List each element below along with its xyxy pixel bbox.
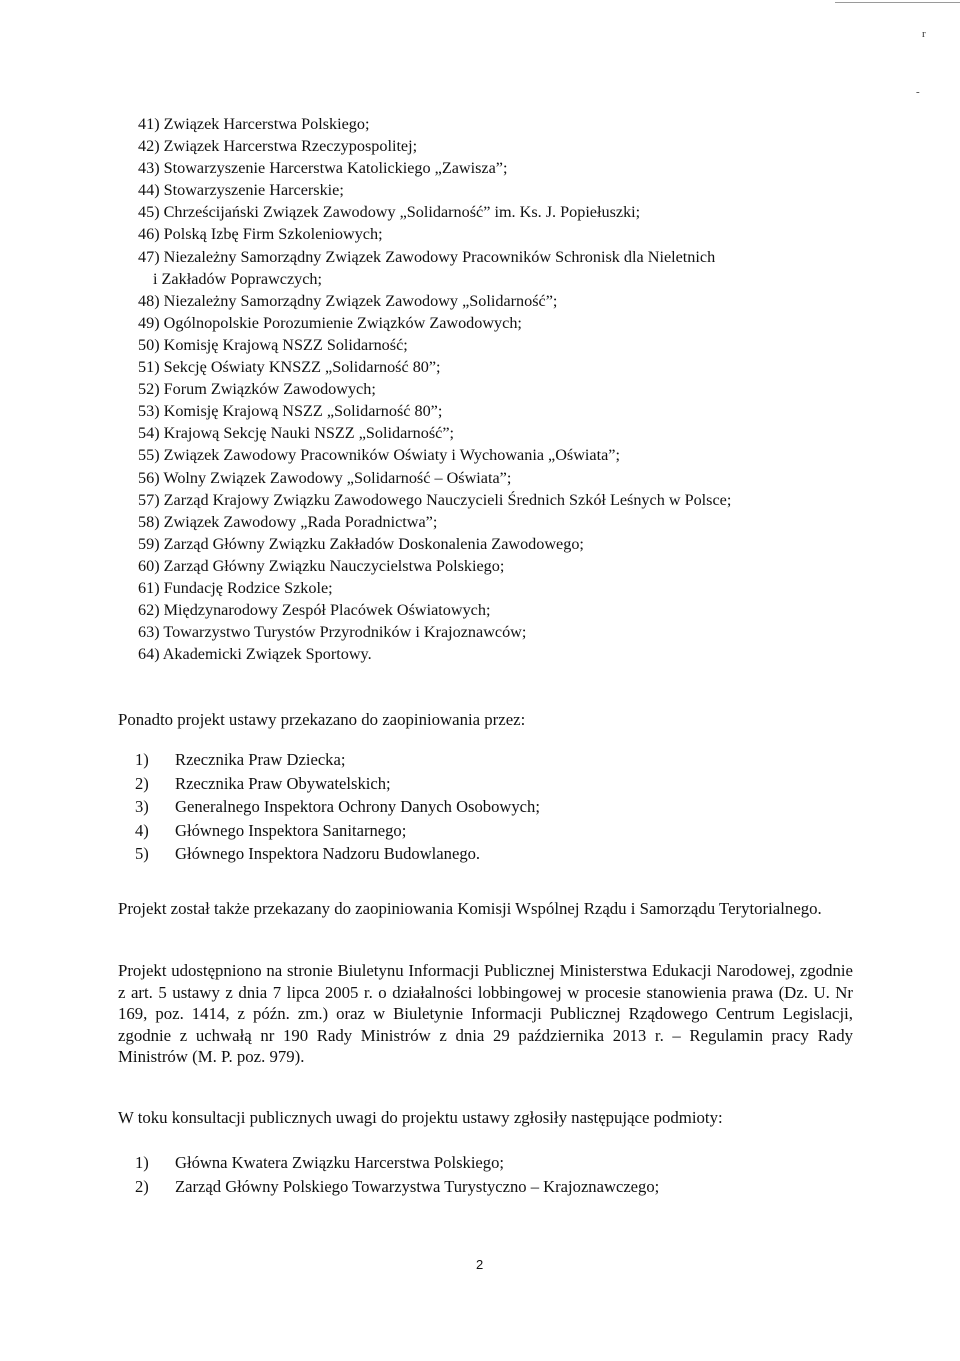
list-item-number: 4)	[135, 820, 149, 840]
list-item	[135, 1175, 659, 1199]
scan-mark: r	[922, 28, 926, 40]
bulletin-paragraph: Projekt udostępniono na stronie Biuletynu Informacji Publicznej Ministerstwa Edukacji Narodowej, zgodnie z art. 5 ustawy z dnia 7 lipca 2005 r. o działalności lobbingowej w procesie stanowienia prawa (Dz. U. Nr 169, poz. 1414, z późn. zm.) oraz w Biuletynie Informacji Publicznej Rządowego Centrum Legislacji, zgodnie z uchwałą nr 190 Rady Ministrów z dnia 29 października 2013 r. – Regulamin pracy Rady Ministrów (M. P. poz. 979).	[118, 961, 853, 1066]
list-item	[138, 334, 898, 356]
list-item-line: 44) Stowarzyszenie Harcerskie;	[138, 181, 344, 200]
list-item	[138, 577, 898, 599]
list-item-line: 54) Krajową Sekcję Nauki NSZZ „Solidarność”;	[138, 424, 455, 443]
list-item	[135, 1151, 659, 1175]
list-item-line: 48) Niezależny Samorządny Związek Zawodowy „Solidarność”;	[138, 291, 558, 310]
list-item-line: 63) Towarzystwo Turystów Przyrodników i Krajoznawców;	[138, 623, 527, 642]
list-item	[138, 201, 898, 223]
list-item-line: 41) Związek Harcerstwa Polskiego;	[138, 115, 370, 133]
list-item-text: Rzecznika Praw Dziecka;	[175, 750, 346, 769]
list-item-number: 1)	[135, 1153, 149, 1172]
list-item	[138, 422, 898, 444]
scan-mark: -	[916, 86, 920, 98]
list-item-line: 42) Związek Harcerstwa Rzeczypospolitej;	[138, 137, 418, 156]
list-item-number: 2)	[135, 773, 149, 793]
list-item	[138, 356, 898, 378]
list-item	[138, 467, 898, 489]
list-item-text: Głównego Inspektora Nadzoru Budowlanego.	[175, 844, 481, 863]
list-item-text: Główna Kwatera Związku Harcerstwa Polskiego;	[175, 1153, 504, 1172]
consultation-list	[135, 1151, 659, 1198]
list-item-line: 59) Zarząd Główny Związku Zakładów Doskonalenia Zawodowego;	[138, 534, 584, 553]
opinion-intro: Ponadto projekt ustawy przekazano do zaopiniowania przez:	[118, 710, 526, 729]
list-item-line: 64) Akademicki Związek Sportowy.	[138, 645, 372, 664]
consultation-paragraph: W toku konsultacji publicznych uwagi do projektu ustawy zgłosiły następujące podmioty:	[118, 1108, 723, 1127]
list-item	[135, 748, 540, 772]
list-item-line: 45) Chrześcijański Związek Zawodowy „Solidarność” im. Ks. J. Popiełuszki;	[138, 203, 641, 222]
list-item-text: Generalnego Inspektora Ochrony Danych Osobowych;	[175, 797, 540, 816]
list-item	[135, 842, 540, 866]
list-item	[138, 555, 898, 577]
list-item-line: 57) Zarząd Krajowy Związku Zawodowego Nauczycieli Średnich Szkół Leśnych w Polsce;	[138, 490, 732, 509]
list-item	[138, 643, 898, 665]
list-item-line: i Zakładów Poprawczych;	[153, 269, 323, 288]
list-item-line: 55) Związek Zawodowy Pracowników Oświaty i Wychowania „Oświata”;	[138, 446, 620, 465]
list-item	[138, 621, 898, 643]
list-item	[138, 400, 898, 422]
list-item	[138, 444, 898, 466]
list-item	[138, 599, 898, 621]
list-item	[135, 819, 540, 843]
list-item	[138, 157, 898, 179]
list-item-text: Rzecznika Praw Obywatelskich;	[175, 773, 391, 793]
scan-edge-line	[835, 2, 960, 3]
list-item	[138, 135, 898, 157]
list-item	[135, 795, 540, 819]
list-item	[138, 533, 898, 555]
list-item-number: 1)	[135, 750, 149, 769]
list-item-line: 46) Polską Izbę Firm Szkoleniowych;	[138, 225, 383, 244]
organizations-list	[138, 113, 898, 665]
list-item	[138, 246, 898, 290]
list-item-line: 56) Wolny Związek Zawodowy „Solidarność – Oświata”;	[138, 468, 512, 487]
list-item-line: 52) Forum Związków Zawodowych;	[138, 380, 376, 399]
list-item	[138, 378, 898, 400]
list-item	[138, 511, 898, 533]
list-item-line: 60) Zarząd Główny Związku Nauczycielstwa Polskiego;	[138, 556, 505, 575]
list-item	[135, 772, 540, 796]
list-item	[138, 489, 898, 511]
list-item	[138, 223, 898, 245]
list-item-text: Głównego Inspektora Sanitarnego;	[175, 820, 407, 840]
commission-paragraph: Projekt został także przekazany do zaopiniowania Komisji Wspólnej Rządu i Samorządu Terytorialnego.	[118, 899, 822, 918]
page-number: 2	[476, 1257, 484, 1272]
list-item	[138, 179, 898, 201]
list-item-line: 51) Sekcję Oświaty KNSZZ „Solidarność 80”;	[138, 358, 441, 377]
opinion-list	[135, 748, 540, 866]
list-item-number: 2)	[135, 1176, 149, 1196]
list-item-line: 50) Komisję Krajową NSZZ Solidarność;	[138, 335, 408, 354]
list-item-number: 3)	[135, 797, 149, 816]
list-item-line: 62) Międzynarodowy Zespół Placówek Oświatowych;	[138, 601, 491, 620]
list-item-line: 49) Ogólnopolskie Porozumienie Związków Zawodowych;	[138, 313, 522, 332]
list-item	[138, 290, 898, 312]
list-item-line: 43) Stowarzyszenie Harcerstwa Katolickiego „Zawisza”;	[138, 159, 508, 178]
list-item-line: 47) Niezależny Samorządny Związek Zawodowy Pracowników Schronisk dla Nieletnich	[138, 247, 716, 266]
list-item-text: Zarząd Główny Polskiego Towarzystwa Turystyczno – Krajoznawczego;	[175, 1176, 660, 1196]
list-item	[138, 312, 898, 334]
list-item-line: 58) Związek Zawodowy „Rada Poradnictwa”;	[138, 512, 438, 531]
list-item-number: 5)	[135, 844, 149, 863]
list-item-line: 53) Komisję Krajową NSZZ „Solidarność 80”;	[138, 402, 443, 421]
list-item	[138, 113, 898, 135]
list-item-line: 61) Fundację Rodzice Szkole;	[138, 578, 333, 597]
